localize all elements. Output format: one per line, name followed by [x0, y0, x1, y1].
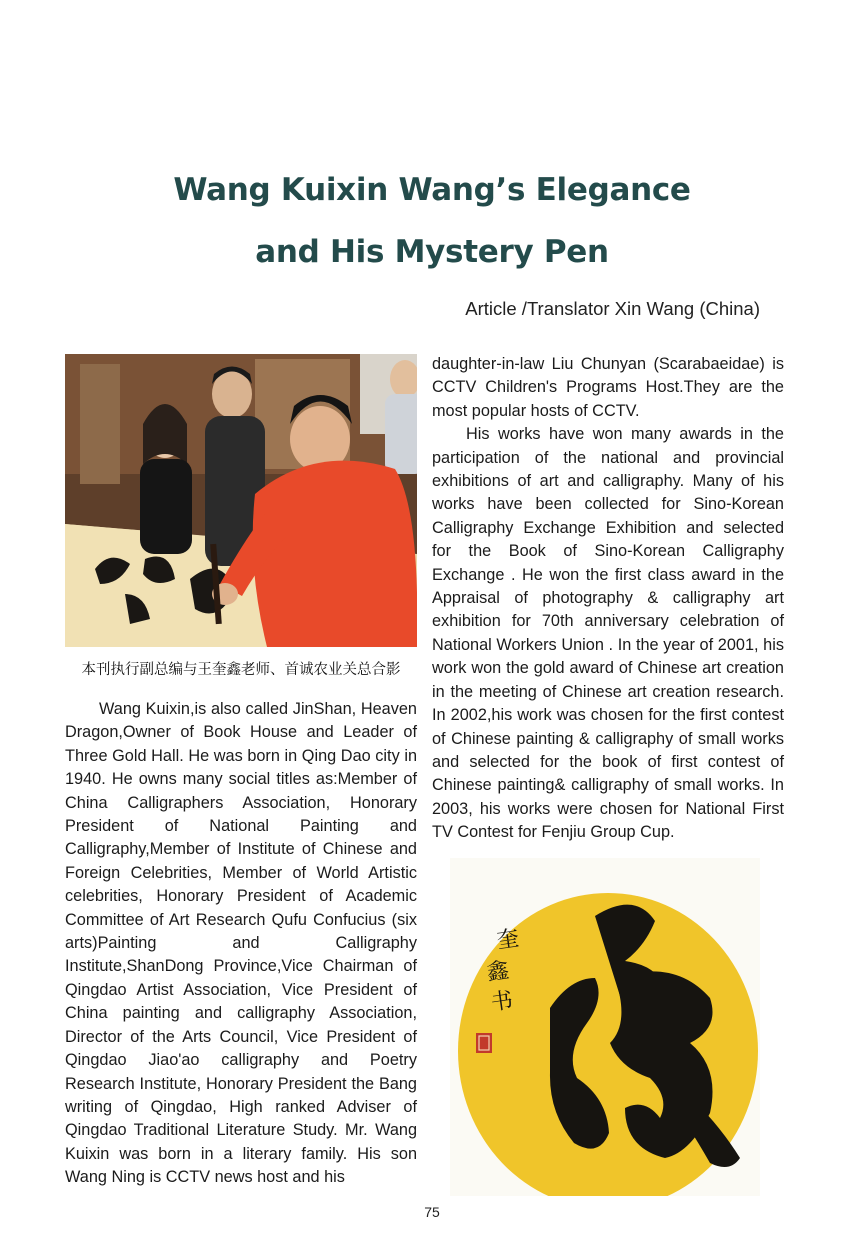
page-number: 75 — [424, 1204, 440, 1220]
body-column-left — [65, 698, 417, 1190]
artwork-signature-char-1: 奎 — [495, 926, 521, 954]
calligraphy-yuan-artwork-icon — [450, 858, 760, 1196]
article-byline: Article /Translator Xin Wang (China) — [465, 298, 760, 319]
photo-calligraphy-group-icon — [65, 354, 417, 647]
article-title-line-2: and His Mystery Pen — [255, 234, 609, 270]
body-column-right — [432, 353, 784, 845]
photo-caption: 本刊执行副总编与王奎鑫老师、首诚农业关总合影 — [81, 662, 401, 678]
body-paragraph-1: Wang Kuixin,is also called JinShan, Heaven Dragon,Owner of Book House and Leader of Three Gold Hall. He was born in Qing Dao city in 1940. He owns many social titles as:Member of China Calligraphers Association, Honorary President of National Painting and Calligraphy,Member of Institute of Chinese and Foreign Celebrities, Member of World Artistic celebrities, Honorary President of Academic Committee of Art Research Qufu Confucius (six arts)Painting and Calligraphy Institute,ShanDong Province,Vice Chairman of Qingdao Artist Association, Vice President of China painting and calligraphy Association, Director of the Arts Council, Vice President of Qingdao Jiao'ao calligraphy and Poetry Research Institute, Honorary President the Bang writing of Qingdao, High ranked Adviser of Qingdao Traditional Literature Study. Mr. Wang Kuixin was born in a literary family. His son Wang Ning is CCTV news host and his — [65, 700, 417, 1187]
artwork-signature-char-3: 书 — [489, 988, 515, 1016]
artwork-signature-char-2: 鑫 — [485, 958, 511, 986]
group-photo — [65, 354, 417, 647]
calligraphy-artwork — [450, 858, 760, 1196]
article-title-line-1: Wang Kuixin Wang’s Elegance — [173, 172, 691, 208]
body-paragraph-1-continued: daughter-in-law Liu Chunyan (Scarabaeidae) is CCTV Children's Programs Host.They are the most popular hosts of CCTV. — [432, 355, 784, 420]
body-paragraph-2: His works have won many awards in the participation of the national and provincial exhibitions of art and calligraphy. Many of his works have been collected for Sino-Korean Calligraphy Exchange Exhibition and selected for the Book of Sino-Korean Calligraphy Exchange . He won the first class award in the Appraisal of photography & calligraphy art exhibition for 70th anniversary celebration of National Workers Union . In the year of 2001, his work won the gold award of Chinese art creation in the meeting of Chinese art creation research. In 2002,his work was chosen for the first contest of Chinese painting & calligraphy of small works and selected for the book of first contest of Chinese painting& calligraphy of small works. In 2003, his works were chosen for National First TV Contest for Fenjiu Group Cup. — [432, 425, 784, 842]
